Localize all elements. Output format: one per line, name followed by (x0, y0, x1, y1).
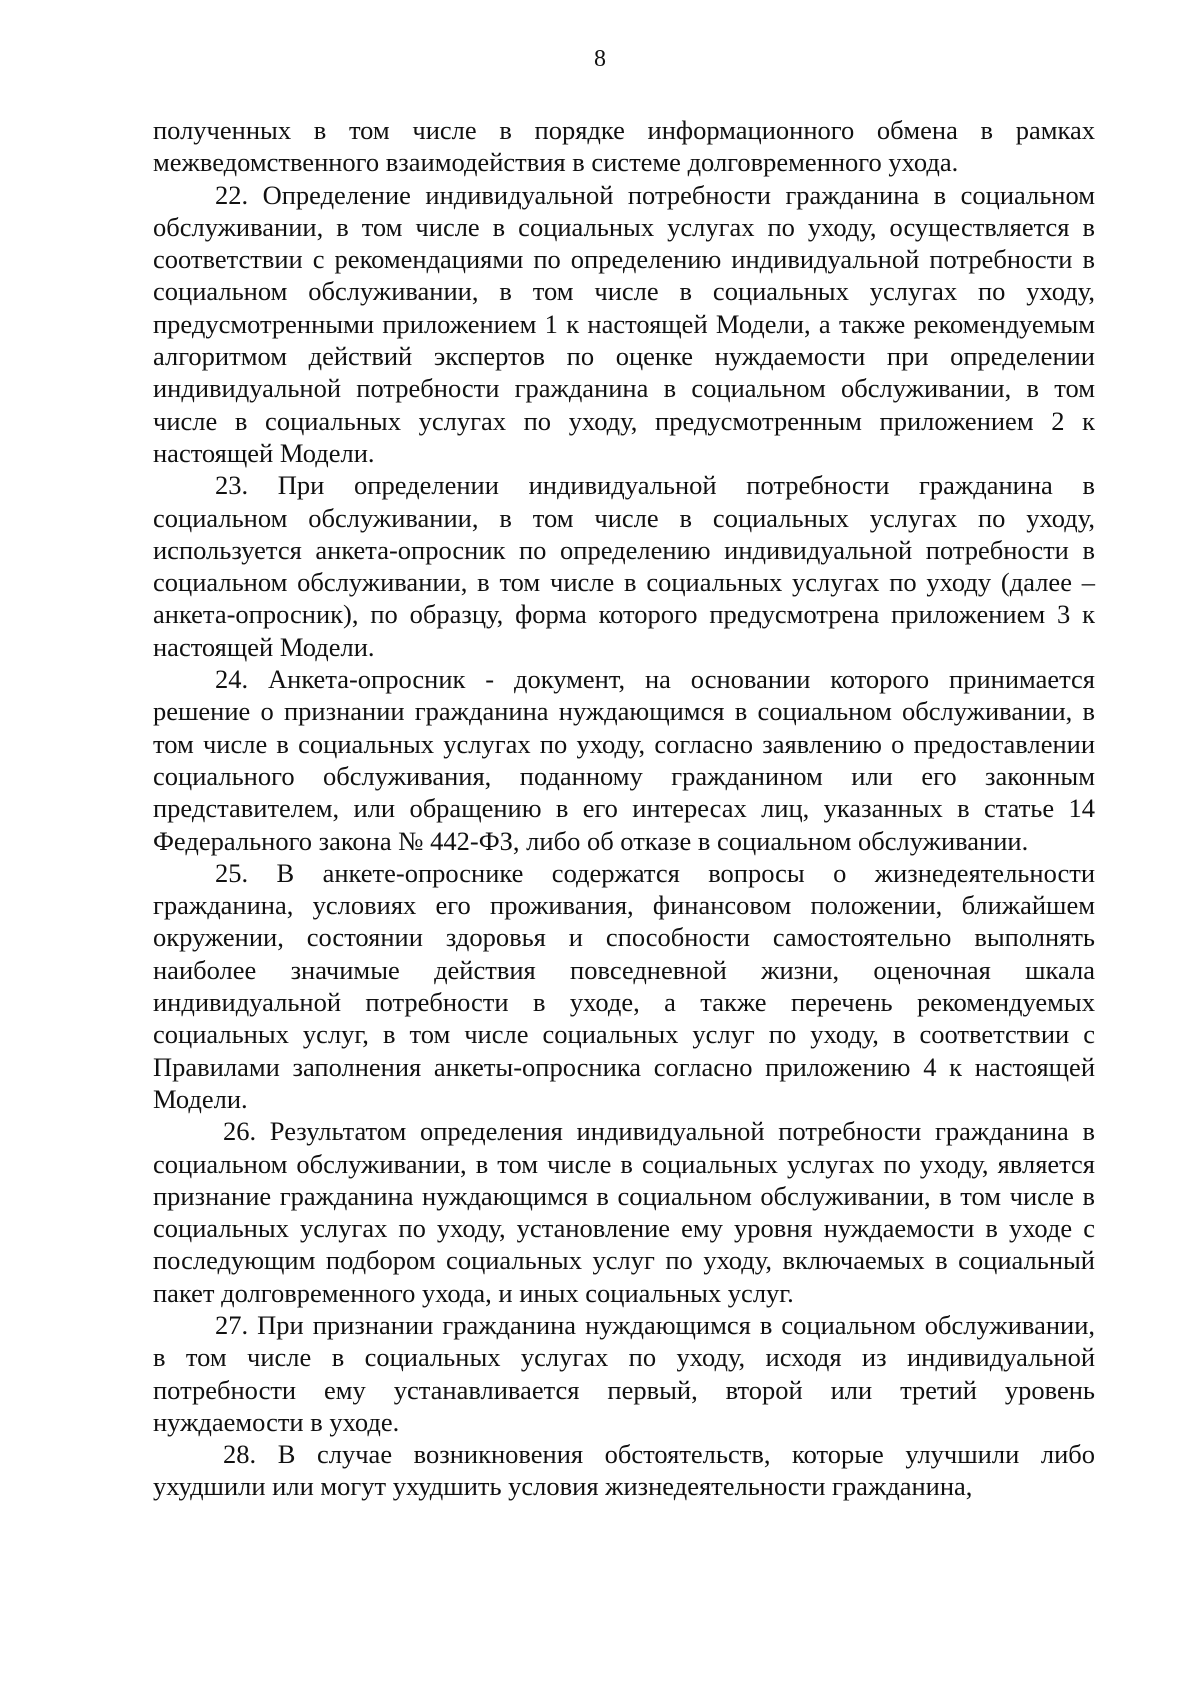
page-number: 8 (594, 46, 606, 72)
paragraph-22: 22. Определение индивидуальной потребности гражданина в социальном обслуживании, в том числе в социальных услугах по уходу, осуществляется в соответствии с рекомендациями по определению индивидуальной потребности в социальном обслуживании, в том числе в социальных услугах по уходу, предусмотренными приложением 1 к настоящей Модели, а также рекомендуемым алгоритмом действий экспертов по оценке нуждаемости при определении индивидуальной потребности гражданина в социальном обслуживании, в том числе в социальных услугах по уходу, предусмотренным приложением 2 к настоящей Модели. (153, 179, 1095, 468)
paragraph-27: 27. При признании гражданина нуждающимся в социальном обслуживании, в том числе в социальных услугах по уходу, исходя из индивидуальной потребности ему устанавливается первый, второй или третий уровень нуждаемости в уходе. (153, 1309, 1095, 1437)
paragraph-continuation: полученных в том числе в порядке информационного обмена в рамках межведомственного взаимодействия в системе долговременного ухода. (153, 115, 1095, 178)
paragraph-28: 28. В случае возникновения обстоятельств, которые улучшили либо ухудшили или могут ухудшить условия жизнедеятельности гражданина, (153, 1439, 1095, 1502)
document-body (153, 114, 1095, 1503)
paragraph-24: 24. Анкета-опросник - документ, на основании которого принимается решение о признании гражданина нуждающимся в социальном обслуживании, в том числе в социальных услугах по уходу, согласно заявлению о предоставлении социального обслуживания, поданному гражданином или его законным представителем, или обращению в его интересах лиц, указанных в статье 14 Федерального закона № 442-ФЗ, либо об отказе в социальном обслуживании. (153, 664, 1095, 856)
paragraph-26: 26. Результатом определения индивидуальной потребности гражданина в социальном обслуживании, в том числе в социальных услугах по уходу, является признание гражданина нуждающимся в социальном обслуживании, в том числе в социальных услугах по уходу, установление ему уровня нуждаемости в уходе с последующим подбором социальных услуг по уходу, включаемых в социальный пакет долговременного ухода, и иных социальных услуг. (153, 1116, 1095, 1308)
paragraph-23: 23. При определении индивидуальной потребности гражданина в социальном обслуживании, в том числе в социальных услугах по уходу, используется анкета-опросник по определению индивидуальной потребности в социальном обслуживании, в том числе в социальных услугах по уходу (далее – анкета-опросник), по образцу, форма которого предусмотрена приложением 3 к настоящей Модели. (153, 470, 1095, 662)
paragraph-25: 25. В анкете-опроснике содержатся вопросы о жизнедеятельности гражданина, условиях его проживания, финансовом положении, ближайшем окружении, состоянии здоровья и способности самостоятельно выполнять наиболее значимые действия повседневной жизни, оценочная шкала индивидуальной потребности в уходе, а также перечень рекомендуемых социальных услуг, в том числе социальных услуг по уходу, в соответствии с Правилами заполнения анкеты-опросника согласно приложению 4 к настоящей Модели. (153, 857, 1095, 1114)
